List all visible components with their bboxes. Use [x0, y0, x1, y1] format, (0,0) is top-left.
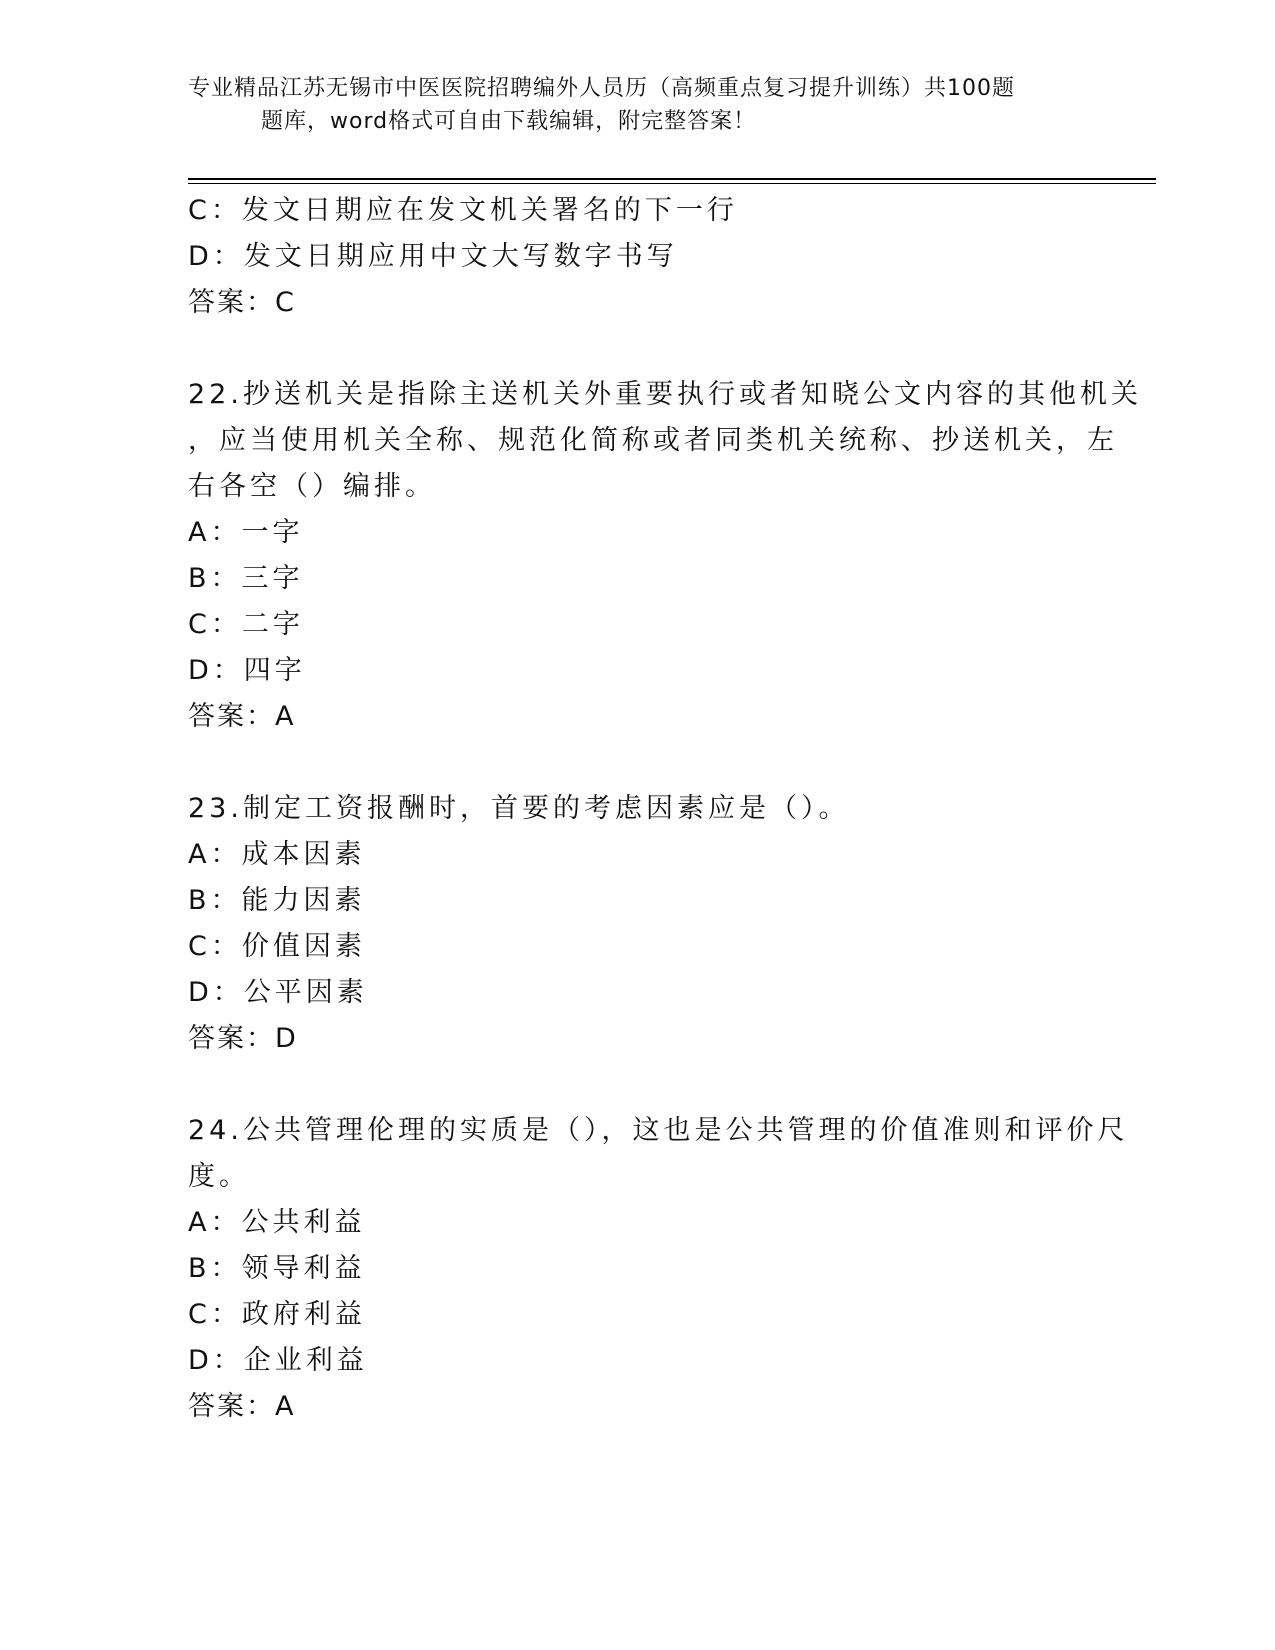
document-header	[188, 72, 1088, 138]
option-b: B：领导利益	[188, 1253, 366, 1284]
question-stem: 23.制定工资报酬时，首要的考虑因素应是（）。	[188, 793, 850, 824]
spacer	[188, 740, 1088, 786]
question-stem: ，应当使用机关全称、规范化简称或者同类机关统称、抄送机关，左	[188, 425, 1118, 456]
option-b: B：能力因素	[188, 885, 366, 916]
option-b: B：三字	[188, 563, 304, 594]
option-d: D：企业利益	[188, 1345, 368, 1376]
option-d: D：发文日期应用中文大写数字书写	[188, 241, 678, 272]
question-23	[188, 786, 1088, 1062]
option-a: A：公共利益	[188, 1207, 366, 1238]
spacer	[188, 1062, 1088, 1108]
question-stem: 度。	[188, 1161, 250, 1192]
answer-line: 答案：A	[188, 1391, 296, 1422]
option-c: C：发文日期应在发文机关署名的下一行	[188, 195, 738, 226]
option-c: C：二字	[188, 609, 304, 640]
option-d: D：四字	[188, 655, 306, 686]
option-d: D：公平因素	[188, 977, 368, 1008]
spacer	[188, 326, 1088, 372]
answer-line: 答案：C	[188, 287, 296, 318]
header-title-line2: 题库，word格式可自由下载编辑，附完整答案！	[261, 109, 757, 134]
answer-line: 答案：D	[188, 1023, 298, 1054]
question-24	[188, 1108, 1129, 1430]
option-c: C：政府利益	[188, 1299, 366, 1330]
header-title-line1: 专业精品江苏无锡市中医医院招聘编外人员历（高频重点复习提升训练）共100题	[188, 76, 1015, 101]
question-stem: 22.抄送机关是指除主送机关外重要执行或者知晓公文内容的其他机关	[188, 379, 1142, 410]
header-rule-thick	[188, 178, 1156, 180]
header-rule-thin	[188, 183, 1156, 184]
option-a: A：一字	[188, 517, 304, 548]
option-a: A：成本因素	[188, 839, 366, 870]
question-stem: 右各空（）编排。	[188, 471, 436, 502]
question-list	[188, 188, 1142, 1430]
option-c: C：价值因素	[188, 931, 366, 962]
question-stem: 24.公共管理伦理的实质是（），这也是公共管理的价值准则和评价尺	[188, 1115, 1129, 1146]
question-22	[188, 372, 1142, 740]
answer-line: 答案：A	[188, 701, 296, 732]
